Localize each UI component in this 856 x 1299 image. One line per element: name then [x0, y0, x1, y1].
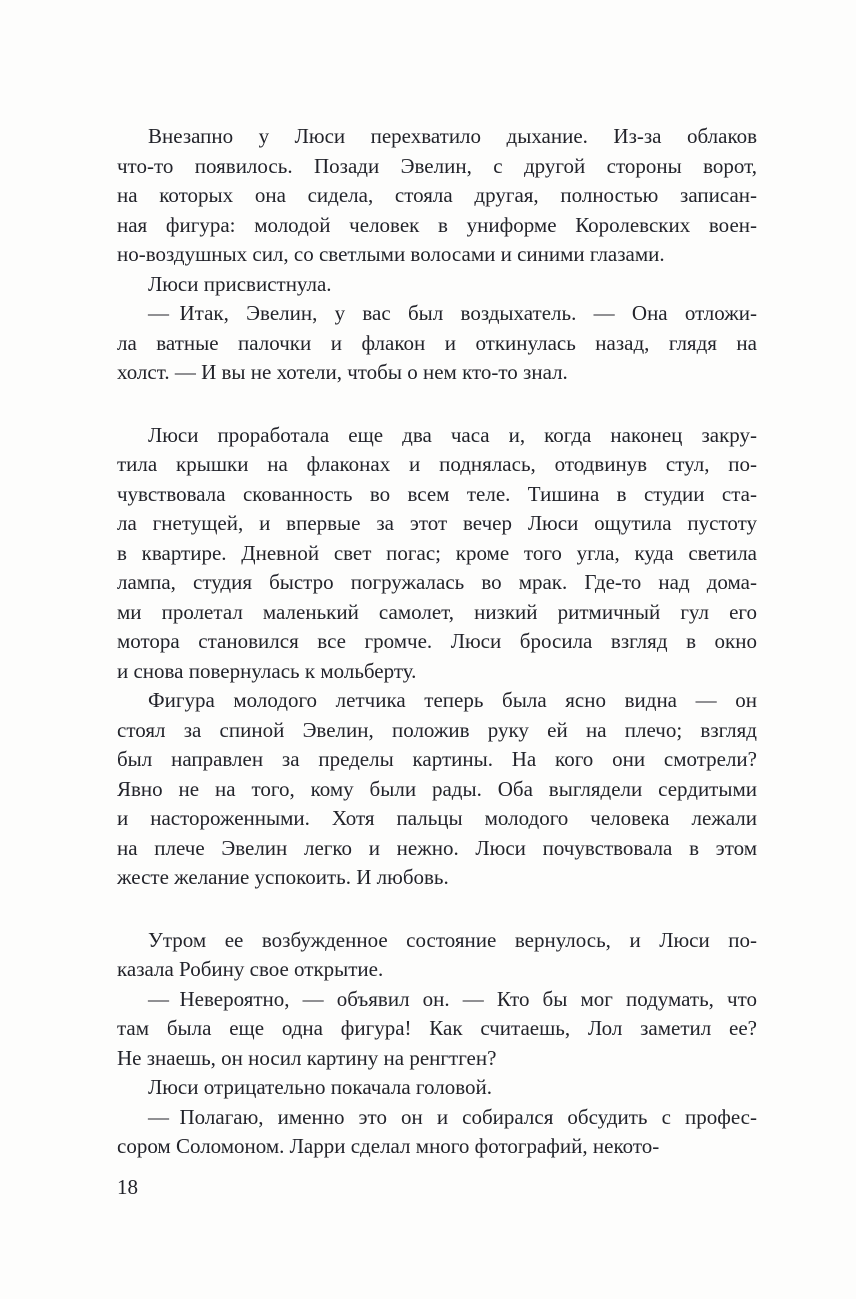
- paragraph: [117, 299, 757, 388]
- text-line: Фигура молодого летчика теперь была ясно видна — он: [148, 688, 757, 712]
- text-line: тила крышки на флаконах и поднялась, отодвинув стул, по-: [117, 452, 757, 476]
- text-line: ла ватные палочки и флакон и откинулась назад, глядя на: [117, 330, 757, 355]
- text-line: но-воздушных сил, со светлыми волосами и синими глазами.: [117, 242, 665, 266]
- page-text: [117, 122, 757, 1162]
- text-line: — Итак, Эвелин, у вас был воздыхатель. — Она отложи-: [148, 301, 757, 325]
- text-line: и снова повернулась к мольберту.: [117, 658, 417, 683]
- text-line: — Полагаю, именно это он и собирался обсудить с профес-: [148, 1104, 757, 1129]
- text-line: на плече Эвелин легко и нежно. Люси почувствовала в этом: [117, 835, 757, 860]
- text-line: Внезапно у Люси перехватило дыхание. Из-за облаков: [148, 124, 757, 148]
- paragraph: [117, 686, 757, 893]
- paragraph: [117, 270, 757, 300]
- paragraph: [117, 985, 757, 1074]
- text-line: ная фигура: молодой человек в униформе Королевских воен-: [117, 212, 757, 237]
- text-line: мотора становился все громче. Люси бросила взгляд в окно: [117, 629, 757, 653]
- text-line: и настороженными. Хотя пальцы молодого человека лежали: [117, 806, 757, 830]
- text-line: там была еще одна фигура! Как считаешь, Лол заметил ее?: [117, 1016, 757, 1040]
- text-line: сором Соломоном. Ларри сделал много фотографий, некото-: [117, 1134, 660, 1158]
- paragraph: [117, 421, 757, 687]
- text-section: [117, 421, 757, 893]
- text-line: Не знаешь, он носил картину на ренгтген?: [117, 1045, 497, 1070]
- text-line: на которых она сидела, стояла другая, полностью записан-: [117, 183, 757, 207]
- text-section: [117, 926, 757, 1162]
- text-line: — Невероятно, — объявил он. — Кто бы мог подумать, что: [148, 986, 757, 1011]
- text-line: Явно не на того, кому были рады. Оба выглядели сердитыми: [117, 776, 757, 801]
- text-line: лампа, студия быстро погружалась во мрак. Где-то над дома-: [117, 570, 757, 594]
- text-line: ла гнетущей, и впервые за этот вечер Люси ощутила пустоту: [117, 511, 757, 535]
- text-line: чувствовала скованность во всем теле. Тишина в студии ста-: [117, 481, 757, 506]
- text-line: жесте желание успокоить. И любовь.: [117, 865, 449, 889]
- text-line: казала Робину свое открытие.: [117, 957, 384, 981]
- paragraph: [117, 1073, 757, 1103]
- text-line: Люси отрицательно покачала головой.: [148, 1075, 492, 1099]
- text-line: что-то появилось. Позади Эвелин, с другой стороны ворот,: [117, 153, 757, 178]
- text-line: был направлен за пределы картины. На кого они смотрели?: [117, 747, 757, 771]
- paragraph: [117, 1103, 757, 1162]
- page-number: 18: [117, 1175, 138, 1199]
- text-line: Люси проработала еще два часа и, когда наконец закру-: [148, 422, 757, 447]
- text-line: стоял за спиной Эвелин, положив руку ей на плечо; взгляд: [117, 717, 757, 742]
- text-line: Утром ее возбужденное состояние вернулось, и Люси по-: [148, 927, 757, 952]
- paragraph: [117, 926, 757, 985]
- text-section: [117, 122, 757, 388]
- text-line: холст. — И вы не хотели, чтобы о нем кто-то знал.: [117, 360, 568, 384]
- text-line: Люси присвистнула.: [148, 271, 332, 296]
- text-line: ми пролетал маленький самолет, низкий ритмичный гул его: [117, 599, 757, 624]
- text-line: в квартире. Дневной свет погас; кроме того угла, куда светила: [117, 540, 757, 565]
- paragraph: [117, 122, 757, 270]
